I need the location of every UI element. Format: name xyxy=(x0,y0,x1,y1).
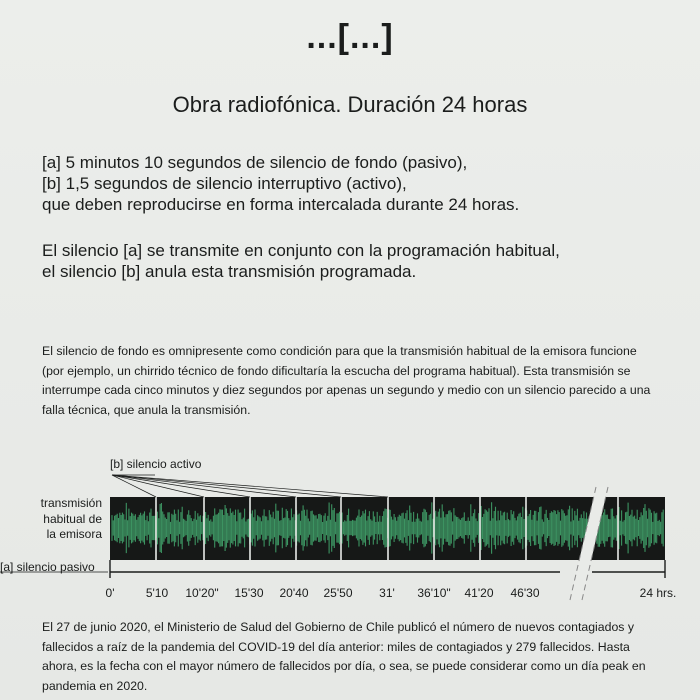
context-paragraph xyxy=(42,618,682,696)
definition-line-a: [a] 5 minutos 10 segundos de silencio de fondo (pasivo), xyxy=(42,153,468,172)
time-tick-label: 31' xyxy=(379,586,395,600)
explanation-line-2: el silencio [b] anula esta transmisión programada. xyxy=(42,262,417,281)
time-tick-label: 5'10 xyxy=(145,586,169,600)
description-line-1: El silencio de fondo es omnipresente como condición para que la transmisión habitual de la emisora funcione xyxy=(42,344,637,358)
time-tick-label: 25'50 xyxy=(323,586,353,600)
active-silence-label: [b] silencio activo xyxy=(110,457,202,471)
transmission-label-line-3: la emisora xyxy=(46,527,102,541)
time-tick-label: 0' xyxy=(105,586,115,600)
active-silence-leader xyxy=(112,475,388,497)
time-tick-label: 15'30 xyxy=(234,586,264,600)
time-tick-label: 46'30 xyxy=(510,586,540,600)
time-tick-label: 41'20 xyxy=(464,586,494,600)
time-tick-label: 24 hrs. xyxy=(639,586,677,600)
active-silence-leader xyxy=(112,475,204,497)
definition-line-c: que deben reproducirse en forma intercalada durante 24 horas. xyxy=(42,195,520,214)
time-axis xyxy=(0,560,665,578)
time-tick-label: 36'10" xyxy=(417,586,451,600)
description-line-4: falla técnica, que anula la transmisión. xyxy=(42,402,251,417)
active-silence-leader xyxy=(112,475,296,497)
context-line-2: fallecidos a raíz de la pandemia del COVID-19 del día anterior: miles de contagiados y 279 fallecidos. Hasta xyxy=(42,639,630,654)
time-tick-label: 10'20" xyxy=(185,586,219,600)
transmission-label xyxy=(0,496,102,543)
passive-silence-label: [a] silencio pasivo xyxy=(0,560,95,574)
transmission-label-line-2: habitual de xyxy=(43,511,102,526)
document-title: Obra radiofónica. Duración 24 horas xyxy=(172,92,528,117)
context-line-3: ahora, es la fecha con el mayor número de fallecidos por día, o sea, se puede considerar como un día peak en xyxy=(42,659,646,673)
document-heading: ...[...] xyxy=(306,18,394,56)
description-line-3: interrumpe cada cinco minutos y diez segundos por apenas un segundo y medio con un silencio parecido a una xyxy=(42,383,651,397)
transmission-label-line-1: transmisión xyxy=(40,496,102,510)
context-line-4: pandemia en 2020. xyxy=(42,678,148,693)
explanation-line-1: El silencio [a] se transmite en conjunto con la programación habitual, xyxy=(42,241,560,260)
time-tick-label: 20'40 xyxy=(279,586,309,600)
active-silence-leader xyxy=(112,475,341,497)
context-line-1: El 27 de junio 2020, el Ministerio de Salud del Gobierno de Chile publicó el número de nuevos contagiados y xyxy=(42,620,634,634)
description-line-2: (por ejemplo, un chirrido técnico de fondo dificultaría la escucha del programa habitual). Esta transmisión se xyxy=(42,363,631,378)
definition-line-b: [b] 1,5 segundos de silencio interruptivo (activo), xyxy=(42,174,407,193)
